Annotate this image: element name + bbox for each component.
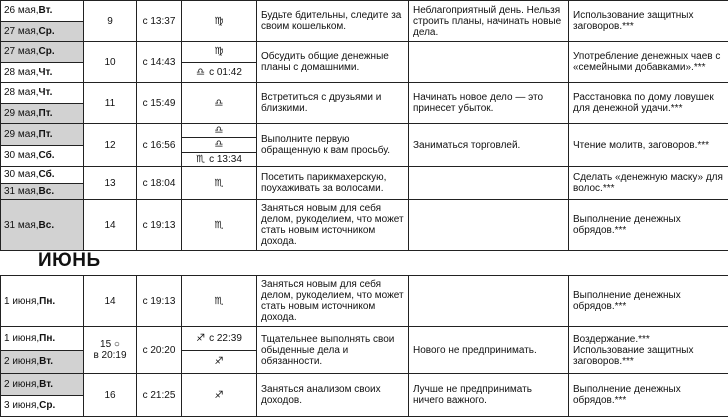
date-day: 30 мая, [4,150,39,162]
date-day: 28 мая, [4,87,39,99]
zodiac-cell [182,124,257,167]
lunar-day-cell [84,124,137,167]
not-recommended-cell: Заниматься торговлей. [409,124,569,167]
date-day: 27 мая, [4,46,39,58]
lunar-day-start: с 19:13 [137,276,182,327]
date-weekday: Вс. [38,185,55,197]
table-row [1,83,728,124]
zodiac-sign-icon: ♎ [214,125,224,137]
date-line [1,1,83,21]
lunar-day-number: 15 ○ [100,339,120,350]
date-line [1,327,83,350]
table-row [1,167,728,200]
money-ritual-cell: Выполнение денежных обрядов.*** [569,374,728,417]
money-ritual-cell: Употребление денежных чаев с «семейными добавками».*** [569,42,728,83]
date-line [1,62,83,83]
zodiac-line [182,276,256,326]
date-line [1,183,83,200]
recommended-cell: Обсудить общие денежные планы с домашними. [257,42,409,83]
lunar-day-cell [84,374,137,417]
lunar-day-number: 11 [104,97,116,109]
date-day: 31 мая, [4,219,39,231]
date-weekday: Пн. [39,295,56,307]
zodiac-line [182,167,256,199]
table-row [1,374,728,417]
zodiac-line [182,137,256,151]
lunar-day-cell [84,200,137,251]
recommended-cell: Тщательнее выполнять свои обыденные дела и обязанности. [257,327,409,374]
zodiac-cell [182,167,257,200]
date-weekday: Пт. [38,128,53,140]
date-weekday: Вт. [38,5,53,17]
zodiac-sign-icon: ♍ [214,15,224,27]
date-weekday: Чт. [38,66,53,78]
zodiac-sign-icon: ♏ [214,295,224,307]
full-moon-time: в 20:19 [93,350,127,361]
not-recommended-cell [409,276,569,327]
recommended-cell: Заняться анализом своих доходов. [257,374,409,417]
money-ritual-cell: Выполнение денежных обрядов.*** [569,276,728,327]
date-weekday: Вс. [38,219,55,231]
zodiac-line [182,374,256,416]
date-weekday: Пн. [39,332,56,344]
date-day: 2 июня, [4,356,40,368]
zodiac-line [182,62,256,83]
date-weekday: Вт. [39,356,54,368]
zodiac-sign-icon: ♐ [196,332,206,344]
date-cell [1,167,84,200]
zodiac-cell [182,42,257,83]
not-recommended-cell [409,167,569,200]
lunar-day-start: с 15:49 [137,83,182,124]
zodiac-sign-icon: ♏ [214,177,224,189]
zodiac-line [182,327,256,350]
table-row [1,124,728,167]
date-weekday: Сб. [38,150,55,162]
money-ritual-cell: Чтение молитв, заговоров.*** [569,124,728,167]
not-recommended-cell: Начинать новое дело — это принесет убыток. [409,83,569,124]
date-line [1,21,83,42]
date-weekday: Ср. [38,25,55,37]
zodiac-entry-time: с 13:34 [209,153,242,165]
zodiac-line [182,1,256,41]
date-weekday: Пт. [38,107,53,119]
zodiac-line [182,350,256,374]
not-recommended-cell: Неблагоприятный день. Нельзя строить планы, начинать новые дела. [409,1,569,42]
recommended-cell: Посетить парикмахерскую, поухаживать за волосами. [257,167,409,200]
zodiac-cell [182,276,257,327]
money-ritual-cell: Расстановка по дому ловушек для денежной удачи.*** [569,83,728,124]
not-recommended-cell: Лучше не предпринимать ничего важного. [409,374,569,417]
recommended-cell: Встретиться с друзьями и близкими. [257,83,409,124]
lunar-day-number: 14 [104,295,116,307]
money-ritual-cell: Использование защитных заговоров.*** [569,1,728,42]
recommended-cell: Выполните первую обращенную к вам просьбу. [257,124,409,167]
date-cell [1,124,84,167]
date-cell [1,200,84,251]
date-cell [1,276,84,327]
lunar-day-number: 12 [104,139,116,151]
date-day: 3 июня, [4,400,40,412]
table-row [1,200,728,251]
zodiac-line [182,200,256,250]
lunar-day-number: 16 [104,389,116,401]
date-line [1,395,83,417]
lunar-day-start: с 14:43 [137,42,182,83]
date-day: 29 мая, [4,107,39,119]
zodiac-line [182,42,256,62]
date-cell [1,327,84,374]
month-heading-june: ИЮНЬ [38,250,101,271]
date-line [1,124,83,145]
zodiac-cell [182,1,257,42]
lunar-day-number: 14 [104,219,116,231]
table-row [1,276,728,327]
lunar-day-cell [84,42,137,83]
date-line [1,42,83,62]
date-weekday: Вт. [39,378,54,390]
lunar-day-start: с 16:56 [137,124,182,167]
date-cell [1,83,84,124]
date-day: 1 июня, [4,332,40,344]
lunar-day-start: с 21:25 [137,374,182,417]
money-ritual-cell: Выполнение денежных обрядов.*** [569,200,728,251]
zodiac-cell [182,327,257,374]
lunar-day-start: с 19:13 [137,200,182,251]
june-calendar-table [0,275,728,417]
lunar-day-number: 9 [107,15,113,27]
lunar-day-start: с 13:37 [137,1,182,42]
date-line [1,83,83,103]
date-cell [1,1,84,42]
money-ritual-cell: Сделать «денежную маску» для волос.*** [569,167,728,200]
table-row [1,327,728,374]
table-row [1,1,728,42]
zodiac-sign-icon: ♎ [214,97,224,109]
lunar-day-start: с 18:04 [137,167,182,200]
not-recommended-cell [409,200,569,251]
zodiac-entry-time: с 01:42 [209,66,242,78]
lunar-day-start: с 20:20 [137,327,182,374]
date-line [1,167,83,183]
zodiac-line [182,124,256,137]
date-day: 26 мая, [4,5,39,17]
date-cell [1,374,84,417]
zodiac-sign-icon: ♏ [196,153,206,165]
zodiac-cell [182,374,257,417]
date-day: 1 июня, [4,295,40,307]
zodiac-entry-time: с 22:39 [209,332,242,344]
date-line [1,145,83,167]
zodiac-sign-icon: ♍ [214,46,224,58]
not-recommended-cell: Нового не предпринимать. [409,327,569,374]
zodiac-sign-icon: ♎ [196,66,206,78]
recommended-cell: Заняться новым для себя делом, рукоделием, что может стать новым источником дохода. [257,276,409,327]
date-day: 27 мая, [4,25,39,37]
lunar-day-cell [84,276,137,327]
lunar-day-cell [84,167,137,200]
date-line [1,276,83,326]
lunar-day-number: 10 [104,56,116,68]
date-weekday: Ср. [38,46,55,58]
lunar-day-cell [84,1,137,42]
date-day: 29 мая, [4,128,39,140]
lunar-day-cell [84,327,137,374]
zodiac-sign-icon: ♏ [214,219,224,231]
date-day: 31 мая, [4,185,39,197]
date-line [1,200,83,250]
zodiac-cell [182,200,257,251]
date-weekday: Чт. [38,87,53,99]
date-line [1,374,83,395]
date-day: 2 июня, [4,378,40,390]
zodiac-sign-icon: ♐ [214,356,224,368]
zodiac-line [182,83,256,123]
date-day: 28 мая, [4,66,39,78]
lunar-day-cell [84,83,137,124]
zodiac-cell [182,83,257,124]
lunar-day-number: 13 [104,177,116,189]
date-line [1,350,83,374]
recommended-cell: Заняться новым для себя делом, рукоделием, что может стать новым источником дохода. [257,200,409,251]
zodiac-line [182,152,256,166]
money-ritual-cell: Воздержание.*** Использование защитных заговоров.*** [569,327,728,374]
date-cell [1,42,84,83]
table-row [1,42,728,83]
not-recommended-cell [409,42,569,83]
date-day: 30 мая, [4,169,39,181]
date-weekday: Сб. [38,169,55,181]
zodiac-sign-icon: ♐ [214,389,224,401]
recommended-cell: Будьте бдительны, следите за своим кошельком. [257,1,409,42]
date-line [1,103,83,124]
date-weekday: Ср. [39,400,56,412]
zodiac-sign-icon: ♎ [214,139,224,151]
